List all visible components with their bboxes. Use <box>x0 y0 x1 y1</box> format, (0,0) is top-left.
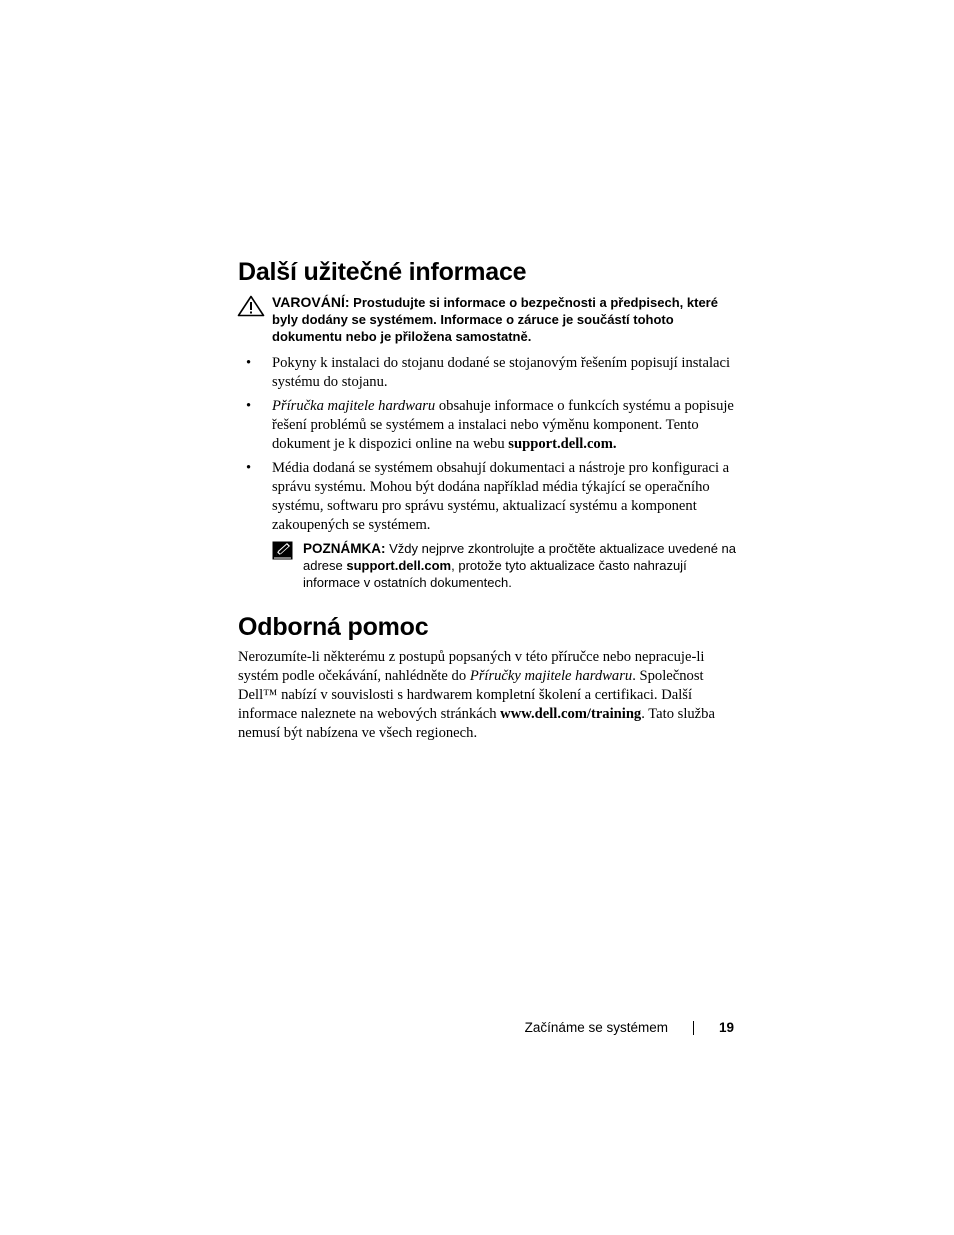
note-text <box>303 540 742 591</box>
list-item-text: Média dodaná se systémem obsahují dokumentaci a nástroje pro konfiguraci a správu systému. Mohou být dodána například média týkající se operačního systému, softwaru pro správu systému, aktualizací systému a komponent zakoupených se systémem. <box>272 460 730 533</box>
paragraph-text: Nerozumíte-li některému z postupů popsaných v této příručce nebo nepracuje-li systém podle očekávání, nahlédněte do <box>238 649 705 684</box>
bullet-icon: • <box>246 460 252 476</box>
paragraph-text: . Tato služba nemusí být nabízena ve všech regionech. <box>238 706 715 741</box>
note-box <box>272 540 742 591</box>
paragraph-text: . Společnost Dell™ nabízí v souvislosti s hardwarem kompletní školení a certifikaci. Další informace naleznete na webových stránkách <box>238 668 704 722</box>
manual-title: Příručky majitele hardwaru <box>469 668 633 684</box>
bullet-icon: • <box>246 398 252 414</box>
manual-title: Příručka majitele hardwaru <box>272 398 436 414</box>
training-link[interactable]: www.dell.com/training <box>500 706 642 722</box>
page-number: 19 <box>718 1020 734 1035</box>
note-link[interactable]: support.dell.com <box>346 558 452 573</box>
list-item <box>238 397 738 454</box>
section-heading-dalsi-informace: Další užitečné informace <box>238 258 527 286</box>
section-heading-odborna-pomoc: Odborná pomoc <box>238 613 429 641</box>
bullet-icon: • <box>246 355 252 371</box>
note-body-end: , protože tyto aktualizace často nahrazují informace v ostatních dokumentech. <box>303 558 687 590</box>
list-item-text: obsahuje informace o funkcích systému a popisuje řešení problémů se systémem a instalaci nebo výměnu komponent. Tento dokument je k dispozici online na webu <box>272 398 734 452</box>
note-label: POZNÁMKA: <box>303 541 386 556</box>
support-link[interactable]: support.dell.com. <box>508 436 617 452</box>
info-bullet-list <box>238 354 738 540</box>
footer-divider <box>693 1021 694 1035</box>
warning-triangle-icon <box>237 295 265 317</box>
footer-chapter-title: Začínáme se systémem <box>524 1020 668 1035</box>
warning-box <box>237 294 737 345</box>
page-footer <box>525 1018 734 1038</box>
warning-text <box>272 294 737 345</box>
note-pencil-icon <box>272 541 293 560</box>
list-item-text: Pokyny k instalaci do stojanu dodané se stojanovým řešením popisují instalaci systému do stojanu. <box>272 355 731 390</box>
note-body: Vždy nejprve zkontrolujte a pročtěte aktualizace uvedené na adrese <box>303 541 736 573</box>
warning-label: VAROVÁNÍ: <box>272 294 350 310</box>
support-paragraph <box>238 648 738 743</box>
list-item <box>238 354 738 392</box>
list-item <box>238 459 738 535</box>
warning-body: Prostudujte si informace o bezpečnosti a předpisech, které byly dodány se systémem. Informace o záruce je součástí tohoto dokumentu nebo je přiložena samostatně. <box>272 295 718 344</box>
